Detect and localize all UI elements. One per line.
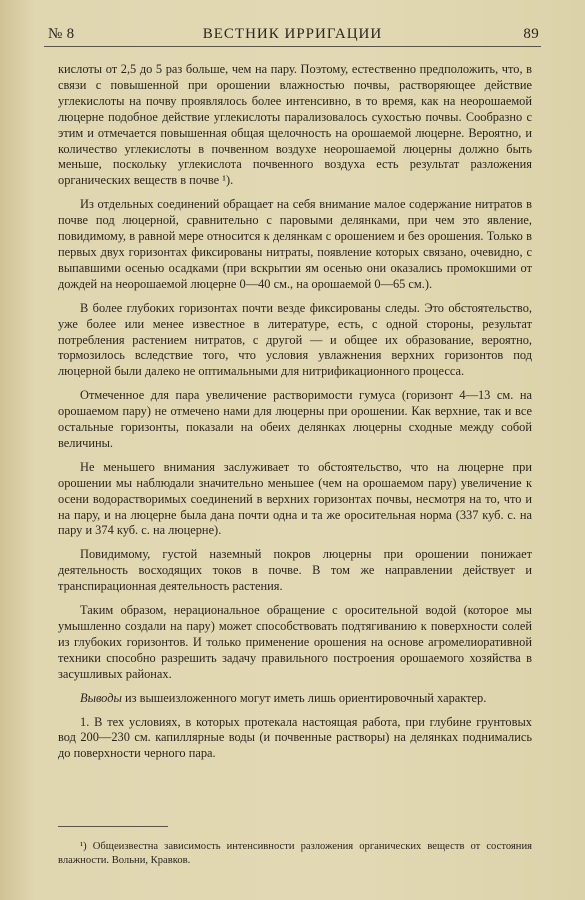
paragraph-5: Не меньшего внимания заслуживает то обстоятельство, что на люцерне при орошении мы наблюдали значительно меньшее (чем на орошаемом пару) увеличение к осени водорастворимых соединений в верхних горизонтах почвы, несмотря на то, что и на пару, и на люцерне была дана почти одна и та же оросительная норма (337 куб. с. на пару и 374 куб. с. на люцерне).: [58, 459, 532, 538]
paragraph-7: Таким образом, нерациональное обращение с оросительной водой (которое мы умышленно создали на пару) может способствовать подтягиванию к поверхности солей из глубоких горизонтов. И только применение орошения на основе агромелиоративной техники способно разрешить задачу правильного построения орошаемого хозяйства в засушливых районах.: [58, 603, 532, 681]
paragraph-6: Повидимому, густой наземный покров люцерны при орошении понижает деятельность восходящих токов в почве. В том же направлении действует и транспирационная деятельность растения.: [58, 547, 532, 594]
paragraph-3: В более глубоких горизонтах почти везде фиксированы следы. Это обстоятельство, уже более или менее известное в литературе, есть, с одной стороны, результат потребления растением нитратов, с другой — и общее их образование, вероятно, тормозилось вследствие того, что условия увлажнения верхних горизонтов под люцерной были далеко не оптимальными для нитрификационного процесса.: [58, 300, 532, 379]
conclusion-point-1: 1. В тех условиях, в которых протекала настоящая работа, при глубине грунтовых вод 200—230 см. капиллярные воды (и почвенные растворы) на делянках поднимались до поверхности черного пара.: [58, 714, 532, 761]
running-header: [44, 24, 541, 47]
issue-number: № 8: [48, 26, 75, 42]
footnote: ¹) Общеизвестна зависимость интенсивности разложения органических веществ от состояния влажности. Вольни, Кравков.: [58, 841, 532, 866]
article-body: [58, 62, 532, 770]
footnote-divider: [58, 826, 168, 827]
journal-title: ВЕСТНИК ИРРИГАЦИИ: [202, 26, 383, 42]
paragraph-2: Из отдельных соединений обращает на себя внимание малое содержание нитратов в почве под люцерной, сравнительно с паровыми делянками, при чем это явление, повидимому, в равной мере относится к делянкам с орошением и без орошения. Только в первых двух горизонтах фиксированы нитраты, появление которых связано, очевидно, с выпавшими осенью осадками (при вскрытии ям осенью они оказались промокшими от дождей на неорошаемой люцерне 0—40 см., на орошаемой 0—65 см.).: [58, 197, 532, 291]
conclusions-lead: Выводы: [80, 690, 122, 705]
conclusions-rest: из вышеизложенного могут иметь лишь ориентировочный характер.: [121, 690, 487, 705]
conclusions-intro: [58, 691, 532, 707]
paragraph-1: кислоты от 2,5 до 5 раз больше, чем на пару. Поэтому, естественно предположить, что, в связи с повышенной при орошении влажностью почвы, растворяющее действие углекислоты на почву проявлялось более интенсивно, в то время, как на неорошаемой люцерне подобное действие углекислоты парализовалось сухостью почвы. Сообразно с этим и отмечается повышенная общая щелочность на орошаемой люцерне. Вероятно, и количество углекислоты в почвенном воздухе неорошаемой люцерны должно быть меньше, поскольку углекислота почвенного воздуха есть результат разложения органических веществ в почве ¹).: [58, 62, 532, 188]
page-number: 89: [523, 26, 539, 42]
paragraph-4: Отмеченное для пара увеличение растворимости гумуса (горизонт 4—13 см. на орошаемом пару) не отмечено нами для люцерны при орошении. Как верхние, так и все остальные горизонты, показали на обеих делянках люцерны сходные между собой величины.: [58, 388, 532, 450]
